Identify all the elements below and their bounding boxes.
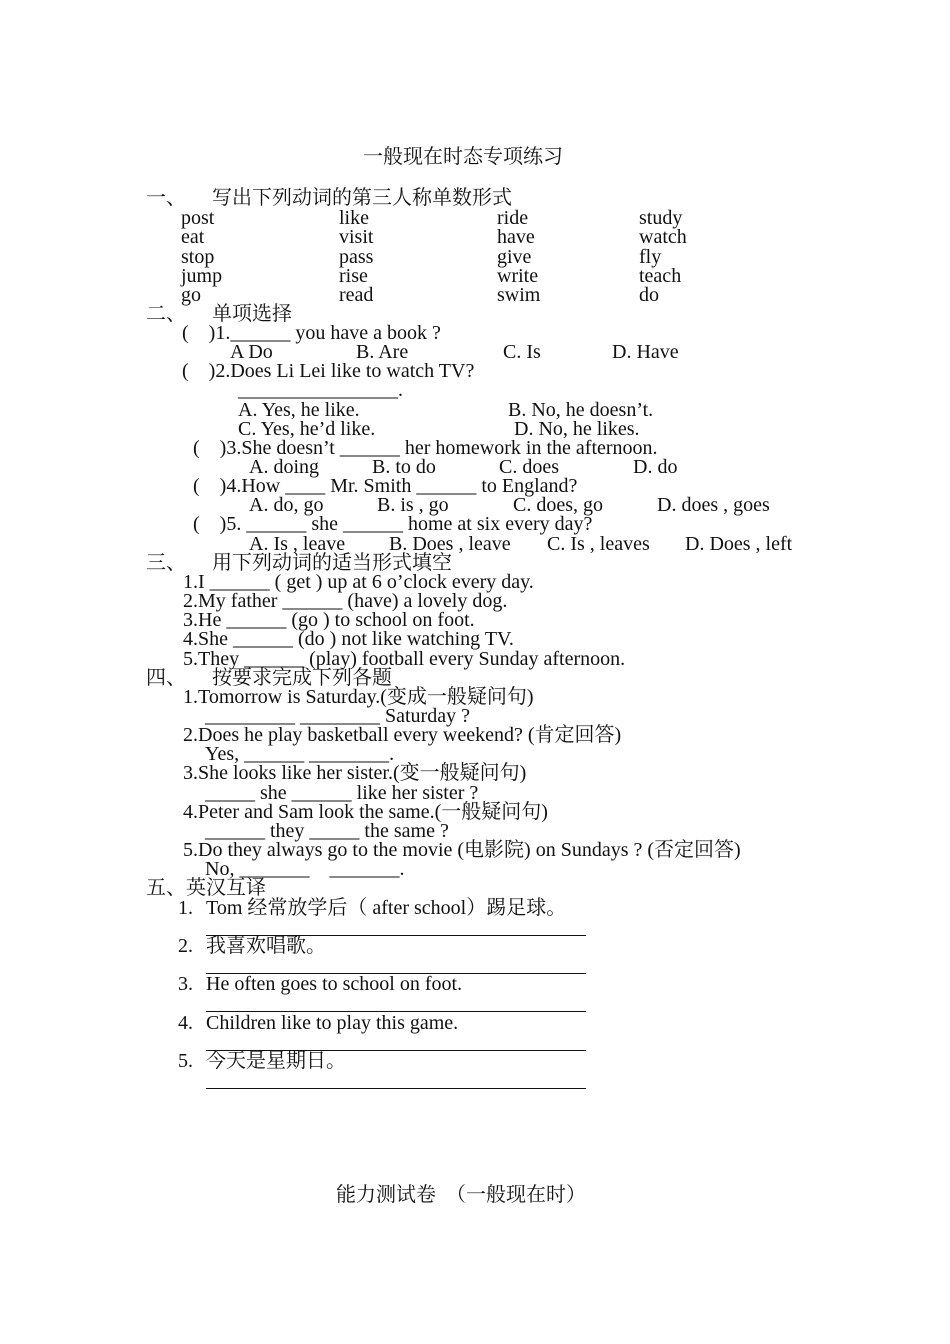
verb-cell: like (339, 207, 369, 229)
transform-answer: ______ they _____ the same ? (205, 820, 449, 842)
option: B. is , go (377, 494, 449, 516)
transform-question: 5.Do they always go to the movie (电影院) on Sundays ? (否定回答) (183, 839, 741, 861)
section5-heading: 五、英汉互译 (146, 877, 266, 899)
question-stem: ( )1.______ you have a book ? (182, 322, 441, 344)
verb-cell: eat (181, 226, 205, 248)
option: B. No, he doesn’t. (508, 399, 654, 421)
verb-cell: teach (639, 265, 682, 287)
option: D. Have (612, 341, 679, 363)
verb-cell: watch (639, 226, 687, 248)
verb-cell: ride (497, 207, 529, 229)
verb-cell: pass (339, 246, 374, 268)
section2-heading: 单项选择 (212, 303, 292, 325)
option: C. Is (503, 341, 541, 363)
option: A Do (230, 341, 273, 363)
verb-cell: rise (339, 265, 368, 287)
answer-blank: ________________. (238, 379, 403, 401)
option: A. Yes, he like. (238, 399, 360, 421)
translate-number: 2. (178, 935, 193, 957)
option: C. Is , leaves (547, 533, 650, 555)
verb-cell: stop (181, 246, 215, 268)
verb-cell: have (497, 226, 535, 248)
question-stem: ( )3.She doesn’t ______ her homework in the afternoon. (193, 437, 658, 459)
option: A. Is , leave (249, 533, 346, 555)
fill-item: 4.She ______ (do ) not like watching TV. (183, 628, 514, 650)
option: C. Yes, he’d like. (238, 418, 376, 440)
section2-number: 二、 (146, 303, 186, 325)
option: B. Are (356, 341, 409, 363)
verb-cell: read (339, 284, 374, 306)
option: D. do (633, 456, 678, 478)
transform-question: 2.Does he play basketball every weekend? (肯定回答) (183, 724, 622, 746)
verb-cell: give (497, 246, 532, 268)
transform-answer: No, _______ _______. (205, 858, 405, 880)
translate-number: 4. (178, 1012, 193, 1034)
transform-answer: _____ she ______ like her sister ? (205, 782, 479, 804)
option: D. Does , left (685, 533, 793, 555)
verb-cell: swim (497, 284, 541, 306)
fill-item: 3.He ______ (go ) to school on foot. (183, 609, 475, 631)
translate-item: He often goes to school on foot. (206, 973, 463, 995)
question-stem: ( )2.Does Li Lei like to watch TV? (182, 360, 475, 382)
translate-number: 5. (178, 1050, 193, 1072)
verb-cell: study (639, 207, 683, 229)
translate-item: Children like to play this game. (206, 1012, 459, 1034)
footer-title: 能力测试卷 （一般现在时） (336, 1184, 586, 1206)
question-stem: ( )5. ______ she ______ home at six every day? (193, 513, 593, 535)
option: B. to do (372, 456, 436, 478)
option: C. does, go (513, 494, 603, 516)
section3-number: 三、 (146, 552, 186, 574)
transform-answer: _________ ________ Saturday ? (205, 705, 470, 727)
section3-heading: 用下列动词的适当形式填空 (212, 552, 452, 574)
fill-item: 5.They ______ (play) football every Sunday afternoon. (183, 648, 626, 670)
answer-line (206, 1088, 586, 1089)
transform-question: 4.Peter and Sam look the same.(一般疑问句) (183, 801, 548, 823)
verb-cell: visit (339, 226, 374, 248)
section4-heading: 按要求完成下列各题 (212, 667, 392, 689)
fill-item: 1.I ______ ( get ) up at 6 o’clock every day. (183, 571, 534, 593)
translate-number: 1. (178, 897, 193, 919)
verb-cell: fly (639, 246, 662, 268)
translate-item: Tom 经常放学后（ after school）踢足球。 (206, 897, 567, 919)
option: D. does , goes (657, 494, 770, 516)
fill-item: 2.My father ______ (have) a lovely dog. (183, 590, 508, 612)
transform-question: 3.She looks like her sister.(变一般疑问句) (183, 762, 527, 784)
section1-number: 一、 (146, 187, 186, 209)
translate-item: 我喜欢唱歌。 (206, 935, 326, 957)
verb-cell: post (181, 207, 215, 229)
verb-cell: do (639, 284, 659, 306)
verb-cell: go (181, 284, 201, 306)
section1-heading: 写出下列动词的第三人称单数形式 (212, 187, 512, 209)
transform-answer: Yes, ______ ________. (205, 743, 395, 765)
section4-number: 四、 (146, 667, 186, 689)
option: A. doing (249, 456, 319, 478)
option: A. do, go (249, 494, 324, 516)
option: B. Does , leave (389, 533, 511, 555)
question-stem: ( )4.How ____ Mr. Smith ______ to England? (193, 475, 578, 497)
translate-item: 今天是星期日。 (206, 1050, 346, 1072)
transform-question: 1.Tomorrow is Saturday.(变成一般疑问句) (183, 686, 534, 708)
verb-cell: jump (181, 265, 223, 287)
page-title: 一般现在时态专项练习 (363, 146, 563, 168)
option: D. No, he likes. (514, 418, 640, 440)
verb-cell: write (497, 265, 539, 287)
option: C. does (499, 456, 559, 478)
translate-number: 3. (178, 973, 193, 995)
